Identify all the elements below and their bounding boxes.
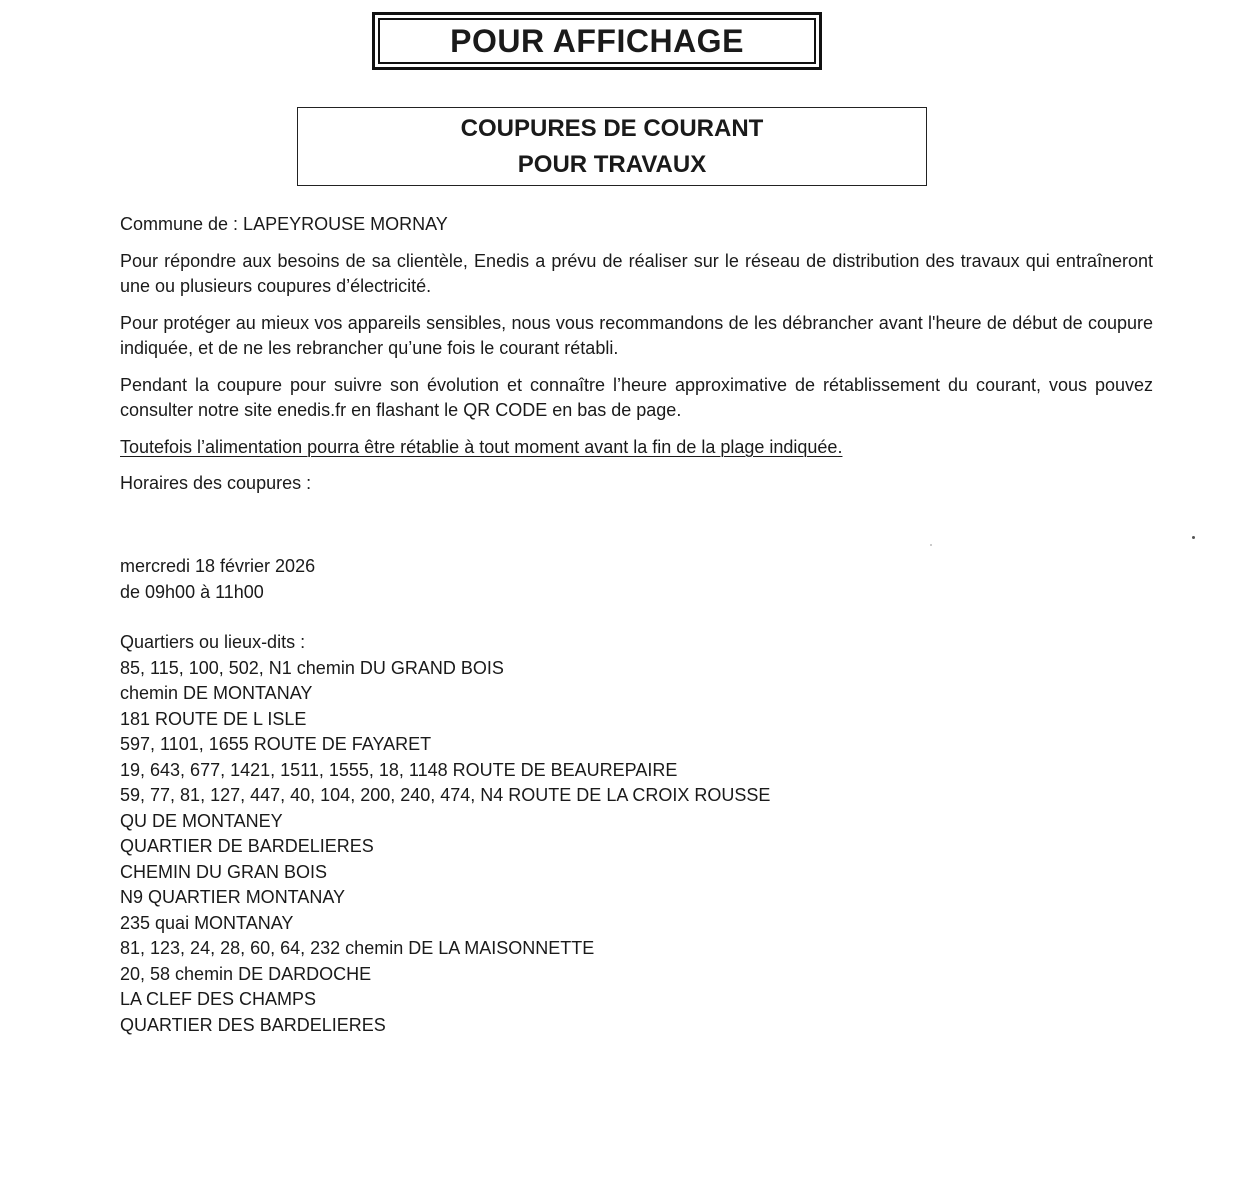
outage-schedule [120, 554, 315, 605]
location-item: chemin DE MONTANAY [120, 683, 313, 703]
coupures-title-line2: POUR TRAVAUX [517, 150, 707, 178]
outage-date: mercredi 18 février 2026 [120, 556, 316, 576]
notice-body [120, 212, 1153, 508]
location-item: CHEMIN DU GRAN BOIS [120, 861, 328, 882]
scan-speck [1192, 536, 1195, 539]
locations-label: Quartiers ou lieux-dits : [120, 632, 306, 652]
location-item: QUARTIER DES BARDELIERES [120, 1014, 386, 1035]
coupures-title-line1: COUPURES DE COURANT [460, 114, 764, 142]
affichage-header-box [372, 12, 822, 70]
restoration-notice-text: Toutefois l’alimentation pourra être rétablie à tout moment avant la fin de la plage indiquée [120, 436, 838, 457]
scan-speck [930, 544, 932, 546]
locations-list [120, 630, 770, 1038]
location-item: LA CLEF DES CHAMPS [120, 989, 317, 1009]
outage-time-range: de 09h00 à 11h00 [120, 581, 264, 602]
coupures-title-box [297, 107, 927, 186]
location-item: 85, 115, 100, 502, N1 chemin DU GRAND BOIS [120, 657, 504, 678]
commune-line: Commune de : LAPEYROUSE MORNAY [120, 214, 448, 234]
location-item: 59, 77, 81, 127, 447, 40, 104, 200, 240, 474, N4 ROUTE DE LA CROIX ROUSSE [120, 785, 771, 805]
location-item: 81, 123, 24, 28, 60, 64, 232 chemin DE LA MAISONNETTE [120, 938, 595, 958]
location-item: 181 ROUTE DE L ISLE [120, 708, 307, 729]
restoration-notice-period: . [837, 436, 843, 457]
intro-paragraph-2: Pour protéger au mieux vos appareils sensibles, nous vous recommandons de les débrancher avant l'heure de début de coupure indiquée, et de ne les rebrancher qu’une fois le courant rétabli. [120, 312, 1153, 358]
location-item: 20, 58 chemin DE DARDOCHE [120, 963, 372, 984]
location-item: 597, 1101, 1655 ROUTE DE FAYARET [120, 734, 432, 754]
horaires-label: Horaires des coupures : [120, 473, 312, 493]
affichage-title: POUR AFFICHAGE [378, 18, 816, 64]
intro-paragraph-1: Pour répondre aux besoins de sa clientèle, Enedis a prévu de réaliser sur le réseau de distribution des travaux qui entraîneront une ou plusieurs coupures d’électricité. [120, 250, 1153, 296]
location-item: QUARTIER DE BARDELIERES [120, 836, 374, 856]
location-item: QU DE MONTANEY [120, 810, 283, 831]
location-item: 19, 643, 677, 1421, 1511, 1555, 18, 1148 ROUTE DE BEAUREPAIRE [120, 759, 678, 780]
location-item: 235 quai MONTANAY [120, 912, 294, 933]
location-item: N9 QUARTIER MONTANAY [120, 887, 346, 907]
restoration-notice [120, 435, 1153, 461]
intro-paragraph-3: Pendant la coupure pour suivre son évolution et connaître l’heure approximative de rétablissement du courant, vous pouvez consulter notre site enedis.fr en flashant le QR CODE en bas de page. [120, 374, 1153, 420]
